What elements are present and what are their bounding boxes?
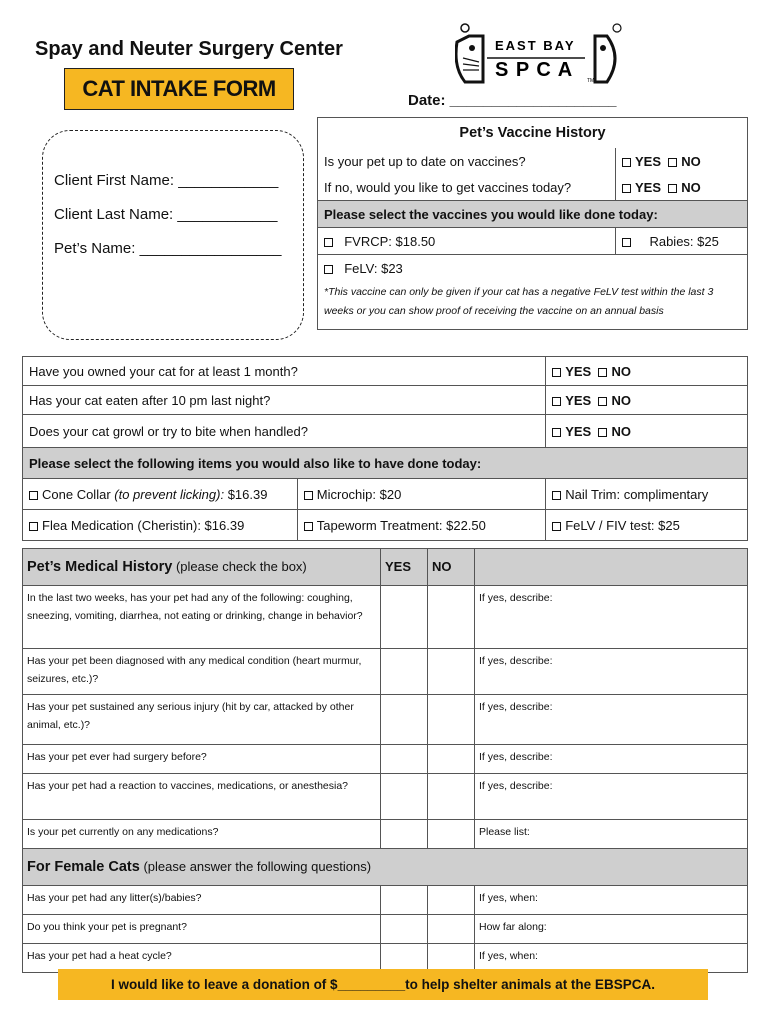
checkbox-tapeworm[interactable] <box>304 522 313 531</box>
medical-yes-cell[interactable] <box>381 745 428 774</box>
client-last-name-field[interactable]: Client Last Name: ____________ <box>54 206 278 223</box>
logo-text-spca: S P C A <box>495 59 574 81</box>
client-first-name-field[interactable]: Client First Name: ____________ <box>54 172 279 189</box>
checkbox-eaten-no[interactable] <box>598 397 607 406</box>
no-label: NO <box>681 179 701 195</box>
form-title: CAT INTAKE FORM <box>64 68 294 110</box>
client-info-box <box>42 130 304 340</box>
services-prompt: Please select the following items you would also like to have done today: <box>23 448 748 479</box>
flea-medication-label: Flea Medication (Cheristin): $16.39 <box>42 517 245 533</box>
medical-describe-field[interactable]: If yes, describe: <box>475 649 748 695</box>
medical-question: Has your pet ever had surgery before? <box>23 745 381 774</box>
service-nail-trim[interactable] <box>546 479 748 510</box>
medical-question: Has your pet sustained any serious injury (hit by car, attacked by other animal, etc.)? <box>23 695 381 745</box>
felv-fiv-label: FeLV / FIV test: $25 <box>565 517 680 533</box>
felv-note: *This vaccine can only be given if your cat has a negative FeLV test within the last 3 weeks or you can show proof of receiving the vaccine on an annual basis <box>318 281 748 330</box>
checkbox-felv[interactable] <box>324 265 333 274</box>
female-answer-field[interactable]: If yes, when: <box>475 886 748 915</box>
checkbox-flea-medication[interactable] <box>29 522 38 531</box>
medical-describe-field[interactable]: If yes, describe: <box>475 586 748 649</box>
medical-history-title: Pet’s Medical History <box>27 559 173 575</box>
female-answer-field[interactable]: If yes, when: <box>475 944 748 973</box>
no-label: NO <box>611 423 631 439</box>
checkbox-cone-collar[interactable] <box>29 491 38 500</box>
eaten-options <box>546 386 748 415</box>
microchip-label: Microchip: $20 <box>316 486 402 502</box>
checkbox-growl-yes[interactable] <box>552 428 561 437</box>
vaccine-option-felv[interactable] <box>318 255 748 282</box>
checkbox-vaccine-today-yes[interactable] <box>622 184 631 193</box>
female-yes-cell[interactable] <box>381 886 428 915</box>
medical-no-cell[interactable] <box>428 695 475 745</box>
no-label: NO <box>611 392 631 408</box>
medical-yes-cell[interactable] <box>381 586 428 649</box>
female-cats-header <box>23 849 748 886</box>
medical-question: In the last two weeks, has your pet had any of the following: coughing, sneezing, vomiting, diarrhea, not eating or drinking, change in behavior? <box>23 586 381 649</box>
medical-describe-field[interactable]: If yes, describe: <box>475 774 748 820</box>
medical-no-cell[interactable] <box>428 586 475 649</box>
medical-describe-field[interactable]: If yes, describe: <box>475 695 748 745</box>
date-field[interactable]: Date: ____________________ <box>408 92 617 109</box>
yes-label: YES <box>635 153 662 169</box>
female-question: Do you think your pet is pregnant? <box>23 915 381 944</box>
donation-line[interactable]: I would like to leave a donation of $_________to help shelter animals at the EBSPCA. <box>58 969 708 1000</box>
checkbox-vaccine-today-no[interactable] <box>668 184 677 193</box>
female-cats-subtitle: (please answer the following questions) <box>143 859 372 874</box>
felv-label: FeLV: $23 <box>344 260 403 276</box>
female-question: Has your pet had any litter(s)/babies? <box>23 886 381 915</box>
medical-no-cell[interactable] <box>428 649 475 695</box>
medical-yes-cell[interactable] <box>381 649 428 695</box>
no-label: NO <box>611 363 631 379</box>
checkbox-fvrcp[interactable] <box>324 238 333 247</box>
checkbox-rabies[interactable] <box>622 238 631 247</box>
service-felv-fiv[interactable] <box>546 510 748 541</box>
vaccine-option-fvrcp[interactable] <box>318 228 616 255</box>
logo-tm: TM <box>587 78 595 84</box>
medical-no-cell[interactable] <box>428 820 475 849</box>
vaccine-history-title: Pet’s Vaccine History <box>318 118 748 149</box>
female-question: Has your pet had a heat cycle? <box>23 944 381 973</box>
vaccine-history-table <box>317 117 748 330</box>
medical-no-cell[interactable] <box>428 745 475 774</box>
cone-collar-label: Cone Collar <box>42 486 115 502</box>
checkbox-felv-fiv[interactable] <box>552 522 561 531</box>
checkbox-up-to-date-no[interactable] <box>668 158 677 167</box>
nail-trim-label: Nail Trim: complimentary <box>565 486 709 502</box>
service-cone-collar[interactable] <box>23 479 298 510</box>
female-no-cell[interactable] <box>428 886 475 915</box>
checkbox-eaten-yes[interactable] <box>552 397 561 406</box>
question-eaten-after-10pm: Has your cat eaten after 10 pm last night? <box>23 386 546 415</box>
checkbox-growl-no[interactable] <box>598 428 607 437</box>
yes-label: YES <box>635 179 662 195</box>
medical-question: Has your pet had a reaction to vaccines, medications, or anesthesia? <box>23 774 381 820</box>
logo-text-east-bay: EAST BAY <box>495 38 576 53</box>
question-owned-one-month: Have you owned your cat for at least 1 month? <box>23 357 546 386</box>
service-flea-medication[interactable] <box>23 510 298 541</box>
female-answer-field[interactable]: How far along: <box>475 915 748 944</box>
medical-yes-cell[interactable] <box>381 774 428 820</box>
service-tapeworm[interactable] <box>297 510 545 541</box>
female-no-cell[interactable] <box>428 915 475 944</box>
checkbox-up-to-date-yes[interactable] <box>622 158 631 167</box>
fvrcp-label: FVRCP: $18.50 <box>344 233 436 249</box>
medical-yes-header: YES <box>381 549 428 586</box>
cone-collar-note: (to prevent licking): <box>114 486 225 502</box>
tapeworm-label: Tapeworm Treatment: $22.50 <box>316 517 486 533</box>
yes-label: YES <box>565 363 592 379</box>
vaccine-question-today: If no, would you like to get vaccines today? <box>318 174 616 201</box>
medical-history-subtitle: (please check the box) <box>175 559 307 574</box>
service-microchip[interactable] <box>297 479 545 510</box>
medical-no-header: NO <box>428 549 475 586</box>
medical-question: Is your pet currently on any medications? <box>23 820 381 849</box>
checkbox-owned-no[interactable] <box>598 368 607 377</box>
checkbox-owned-yes[interactable] <box>552 368 561 377</box>
medical-history-header <box>23 549 381 586</box>
cat-questions-table <box>22 356 748 541</box>
checkbox-microchip[interactable] <box>304 491 313 500</box>
question-growl-bite: Does your cat growl or try to bite when handled? <box>23 415 546 448</box>
medical-question: Has your pet been diagnosed with any medical condition (heart murmur, seizures, etc.)? <box>23 649 381 695</box>
medical-yes-cell[interactable] <box>381 820 428 849</box>
pet-name-field[interactable]: Pet’s Name: _________________ <box>54 240 282 257</box>
vaccine-today-options <box>616 174 748 201</box>
medical-yes-cell[interactable] <box>381 695 428 745</box>
medical-describe-header <box>475 549 748 586</box>
medical-no-cell[interactable] <box>428 774 475 820</box>
cone-collar-price: $16.39 <box>224 486 268 502</box>
female-yes-cell[interactable] <box>381 915 428 944</box>
yes-label: YES <box>565 392 592 408</box>
owned-options <box>546 357 748 386</box>
no-label: NO <box>681 153 701 169</box>
medical-describe-field[interactable]: Please list: <box>475 820 748 849</box>
medical-history-table <box>22 548 748 973</box>
east-bay-spca-logo <box>455 22 625 92</box>
rabies-label: Rabies: $25 <box>649 233 719 249</box>
checkbox-nail-trim[interactable] <box>552 491 561 500</box>
vaccine-option-rabies[interactable] <box>616 228 748 255</box>
female-cats-title: For Female Cats <box>27 859 140 875</box>
vaccine-question-up-to-date: Is your pet up to date on vaccines? <box>318 148 616 174</box>
vaccine-up-to-date-options <box>616 148 748 174</box>
center-title: Spay and Neuter Surgery Center <box>35 38 343 60</box>
medical-describe-field[interactable]: If yes, describe: <box>475 745 748 774</box>
vaccine-select-prompt: Please select the vaccines you would like done today: <box>318 201 748 228</box>
growl-options <box>546 415 748 448</box>
yes-label: YES <box>565 423 592 439</box>
